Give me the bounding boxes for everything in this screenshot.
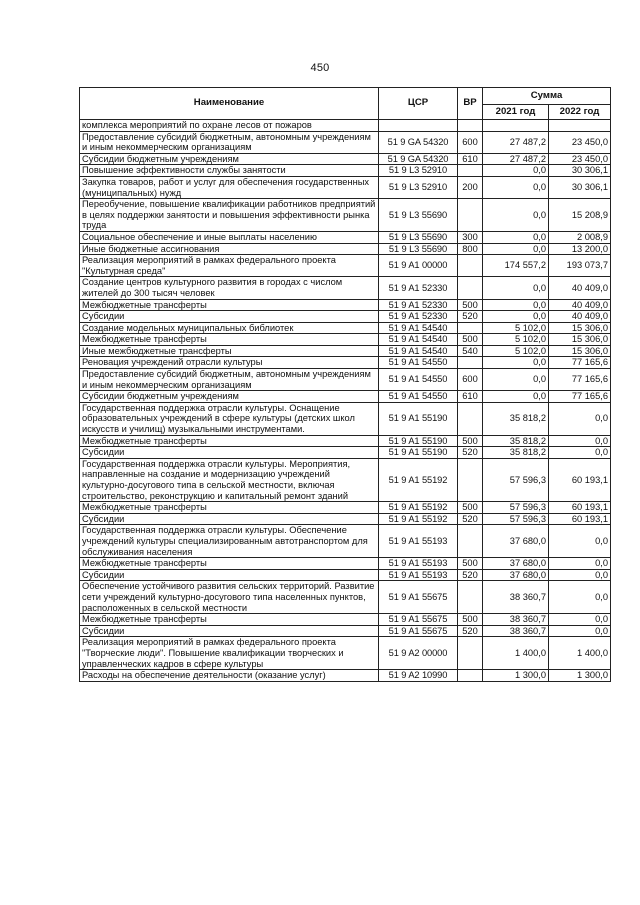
table-row — [80, 277, 611, 299]
table-row — [80, 625, 611, 637]
row-2021-cell: 37 680,0 — [483, 569, 549, 581]
row-csr-cell: 51 9 A1 55192 — [379, 513, 458, 525]
row-vr-cell: 610 — [458, 153, 483, 165]
table-row — [80, 447, 611, 459]
row-csr-cell: 51 9 GA 54320 — [379, 153, 458, 165]
row-2022-cell: 40 409,0 — [549, 311, 611, 323]
row-vr-cell — [458, 357, 483, 369]
row-name-cell: Иные бюджетные ассигнования — [80, 243, 379, 255]
table-row — [80, 637, 611, 670]
row-vr-cell: 500 — [458, 435, 483, 447]
row-2021-cell: 0,0 — [483, 357, 549, 369]
row-2022-cell: 13 200,0 — [549, 243, 611, 255]
row-vr-cell: 610 — [458, 391, 483, 403]
row-name-cell: Государственная поддержка отрасли культуры. Мероприятия, направленные на создание и модернизацию учреждений культурно-досугового типа в сельской местности, включая строительство, реконструкцию и капитальный ремонт зданий — [80, 458, 379, 501]
row-2022-cell: 0,0 — [549, 581, 611, 614]
row-2021-cell: 37 680,0 — [483, 558, 549, 570]
table-row — [80, 558, 611, 570]
row-2021-cell: 37 680,0 — [483, 525, 549, 558]
row-vr-cell: 500 — [458, 614, 483, 626]
row-csr-cell: 51 9 L3 52910 — [379, 176, 458, 198]
table-body — [80, 120, 611, 682]
table-row — [80, 299, 611, 311]
row-csr-cell: 51 9 A1 55190 — [379, 435, 458, 447]
row-2021-cell: 38 360,7 — [483, 625, 549, 637]
row-name-cell: Субсидии — [80, 311, 379, 323]
row-name-cell: Субсидии бюджетным учреждениям — [80, 153, 379, 165]
table-row — [80, 176, 611, 198]
table-row — [80, 458, 611, 501]
row-name-cell: Социальное обеспечение и иные выплаты населению — [80, 231, 379, 243]
row-2022-cell: 60 193,1 — [549, 458, 611, 501]
table-row — [80, 581, 611, 614]
row-vr-cell: 500 — [458, 299, 483, 311]
row-vr-cell — [458, 637, 483, 670]
row-name-cell: Предоставление субсидий бюджетным, автономным учреждениям и иным некоммерческим организациям — [80, 369, 379, 391]
row-2022-cell: 0,0 — [549, 435, 611, 447]
row-2022-cell — [549, 120, 611, 132]
table-row — [80, 345, 611, 357]
row-vr-cell: 520 — [458, 513, 483, 525]
row-2022-cell: 30 306,1 — [549, 165, 611, 177]
table-row — [80, 231, 611, 243]
row-2021-cell: 174 557,2 — [483, 255, 549, 277]
row-vr-cell: 200 — [458, 176, 483, 198]
row-vr-cell — [458, 581, 483, 614]
table-row — [80, 525, 611, 558]
row-name-cell: Межбюджетные трансферты — [80, 614, 379, 626]
row-name-cell: Реализация мероприятий в рамках федерального проекта "Культурная среда" — [80, 255, 379, 277]
table-row — [80, 243, 611, 255]
row-2022-cell: 193 073,7 — [549, 255, 611, 277]
row-vr-cell: 520 — [458, 569, 483, 581]
header-year-2022: 2022 год — [549, 105, 611, 120]
row-vr-cell: 540 — [458, 345, 483, 357]
row-name-cell: Предоставление субсидий бюджетным, автономным учреждениям и иным некоммерческим организациям — [80, 131, 379, 153]
row-csr-cell: 51 9 A1 55190 — [379, 402, 458, 435]
row-csr-cell: 51 9 L3 55690 — [379, 243, 458, 255]
header-sum: Сумма — [483, 88, 611, 105]
row-name-cell: Расходы на обеспечение деятельности (оказание услуг) — [80, 670, 379, 682]
row-2022-cell: 0,0 — [549, 447, 611, 459]
row-vr-cell — [458, 525, 483, 558]
row-2022-cell: 0,0 — [549, 625, 611, 637]
row-2022-cell: 77 165,6 — [549, 369, 611, 391]
row-2021-cell: 1 300,0 — [483, 670, 549, 682]
row-vr-cell: 500 — [458, 558, 483, 570]
row-2022-cell: 0,0 — [549, 569, 611, 581]
row-2021-cell: 0,0 — [483, 243, 549, 255]
row-csr-cell: 51 9 L3 52910 — [379, 165, 458, 177]
row-2022-cell: 40 409,0 — [549, 277, 611, 299]
table-row — [80, 311, 611, 323]
row-name-cell: комплекса мероприятий по охране лесов от пожаров — [80, 120, 379, 132]
row-2021-cell: 35 818,2 — [483, 402, 549, 435]
row-vr-cell: 300 — [458, 231, 483, 243]
row-2022-cell: 0,0 — [549, 614, 611, 626]
row-2021-cell: 35 818,2 — [483, 435, 549, 447]
row-csr-cell: 51 9 A1 54550 — [379, 357, 458, 369]
row-vr-cell: 600 — [458, 369, 483, 391]
row-name-cell: Повышение эффективности службы занятости — [80, 165, 379, 177]
row-csr-cell: 51 9 A2 10990 — [379, 670, 458, 682]
row-2022-cell: 0,0 — [549, 525, 611, 558]
row-2021-cell: 57 596,3 — [483, 502, 549, 514]
row-vr-cell: 520 — [458, 625, 483, 637]
table-header — [80, 88, 611, 120]
row-csr-cell: 51 9 A1 55675 — [379, 614, 458, 626]
row-2022-cell: 15 306,0 — [549, 322, 611, 334]
row-vr-cell — [458, 165, 483, 177]
row-2021-cell: 0,0 — [483, 199, 549, 232]
table-row — [80, 391, 611, 403]
table-row — [80, 334, 611, 346]
row-csr-cell: 51 9 A1 55193 — [379, 525, 458, 558]
row-csr-cell: 51 9 A1 52330 — [379, 311, 458, 323]
row-name-cell: Субсидии — [80, 447, 379, 459]
row-2021-cell: 38 360,7 — [483, 581, 549, 614]
row-2022-cell: 77 165,6 — [549, 357, 611, 369]
row-csr-cell: 51 9 A1 52330 — [379, 277, 458, 299]
row-name-cell: Создание модельных муниципальных библиотек — [80, 322, 379, 334]
row-name-cell: Межбюджетные трансферты — [80, 435, 379, 447]
table-row — [80, 131, 611, 153]
row-name-cell: Переобучение, повышение квалификации работников предприятий в целях поддержки занятости и повышения эффективности рынка труда — [80, 199, 379, 232]
row-2021-cell: 0,0 — [483, 277, 549, 299]
row-2021-cell: 5 102,0 — [483, 345, 549, 357]
table-row — [80, 120, 611, 132]
row-vr-cell: 520 — [458, 447, 483, 459]
row-name-cell: Иные межбюджетные трансферты — [80, 345, 379, 357]
row-vr-cell: 500 — [458, 502, 483, 514]
row-2021-cell: 57 596,3 — [483, 458, 549, 501]
budget-table — [79, 87, 611, 682]
row-2021-cell: 5 102,0 — [483, 322, 549, 334]
row-csr-cell: 51 9 A1 54550 — [379, 369, 458, 391]
row-2022-cell: 15 208,9 — [549, 199, 611, 232]
row-2022-cell: 77 165,6 — [549, 391, 611, 403]
row-csr-cell: 51 9 A2 00000 — [379, 637, 458, 670]
row-csr-cell: 51 9 A1 54540 — [379, 322, 458, 334]
row-name-cell: Государственная поддержка отрасли культуры. Обеспечение учреждений культуры специализированным автотранспортом для обслуживания населения — [80, 525, 379, 558]
row-2021-cell: 0,0 — [483, 165, 549, 177]
row-name-cell: Межбюджетные трансферты — [80, 334, 379, 346]
page-number: 450 — [310, 62, 330, 74]
row-csr-cell: 51 9 L3 55690 — [379, 199, 458, 232]
row-2021-cell: 0,0 — [483, 299, 549, 311]
row-csr-cell: 51 9 A1 54550 — [379, 391, 458, 403]
table-row — [80, 369, 611, 391]
row-csr-cell: 51 9 A1 00000 — [379, 255, 458, 277]
row-name-cell: Государственная поддержка отрасли культуры. Оснащение образовательных учреждений в сфере культуры (детских школ искусств и училищ) музыкальными инструментами. — [80, 402, 379, 435]
table-row — [80, 357, 611, 369]
row-csr-cell: 51 9 A1 55192 — [379, 502, 458, 514]
row-csr-cell: 51 9 A1 55190 — [379, 447, 458, 459]
row-2021-cell: 1 400,0 — [483, 637, 549, 670]
row-vr-cell — [458, 670, 483, 682]
row-2022-cell: 15 306,0 — [549, 334, 611, 346]
row-2022-cell: 60 193,1 — [549, 502, 611, 514]
row-csr-cell: 51 9 A1 54540 — [379, 334, 458, 346]
row-csr-cell: 51 9 A1 55675 — [379, 625, 458, 637]
row-csr-cell: 51 9 A1 55193 — [379, 558, 458, 570]
row-csr-cell: 51 9 GA 54320 — [379, 131, 458, 153]
row-2021-cell: 5 102,0 — [483, 334, 549, 346]
row-csr-cell: 51 9 A1 55675 — [379, 581, 458, 614]
row-csr-cell — [379, 120, 458, 132]
table-row — [80, 153, 611, 165]
row-2021-cell: 57 596,3 — [483, 513, 549, 525]
row-2022-cell: 2 008,9 — [549, 231, 611, 243]
row-2021-cell: 0,0 — [483, 369, 549, 391]
row-2021-cell: 0,0 — [483, 311, 549, 323]
row-vr-cell — [458, 277, 483, 299]
row-csr-cell: 51 9 A1 55192 — [379, 458, 458, 501]
table-row — [80, 255, 611, 277]
row-csr-cell: 51 9 A1 52330 — [379, 299, 458, 311]
row-2022-cell: 15 306,0 — [549, 345, 611, 357]
row-name-cell: Обеспечение устойчивого развития сельских территорий. Развитие сети учреждений культурно-досугового типа населенных пунктов, расположенных в сельской местности — [80, 581, 379, 614]
row-2022-cell: 0,0 — [549, 402, 611, 435]
row-2022-cell: 0,0 — [549, 558, 611, 570]
table-row — [80, 513, 611, 525]
row-vr-cell — [458, 402, 483, 435]
row-2022-cell: 30 306,1 — [549, 176, 611, 198]
row-name-cell: Межбюджетные трансферты — [80, 502, 379, 514]
row-2021-cell: 35 818,2 — [483, 447, 549, 459]
table-row — [80, 569, 611, 581]
row-name-cell: Субсидии — [80, 569, 379, 581]
row-2022-cell: 1 400,0 — [549, 637, 611, 670]
row-2022-cell: 40 409,0 — [549, 299, 611, 311]
row-2021-cell: 0,0 — [483, 391, 549, 403]
row-2021-cell: 27 487,2 — [483, 153, 549, 165]
row-2021-cell — [483, 120, 549, 132]
header-year-2021: 2021 год — [483, 105, 549, 120]
row-2022-cell: 23 450,0 — [549, 153, 611, 165]
table-row — [80, 614, 611, 626]
row-name-cell: Создание центров культурного развития в городах с числом жителей до 300 тысяч человек — [80, 277, 379, 299]
header-vr: ВР — [458, 88, 483, 120]
header-csr: ЦСР — [379, 88, 458, 120]
row-name-cell: Субсидии — [80, 513, 379, 525]
table-row — [80, 199, 611, 232]
row-2021-cell: 0,0 — [483, 176, 549, 198]
table-row — [80, 322, 611, 334]
table-row — [80, 435, 611, 447]
row-vr-cell: 600 — [458, 131, 483, 153]
row-vr-cell — [458, 120, 483, 132]
table-row — [80, 402, 611, 435]
row-csr-cell: 51 9 L3 55690 — [379, 231, 458, 243]
row-name-cell: Межбюджетные трансферты — [80, 299, 379, 311]
table-row — [80, 502, 611, 514]
row-vr-cell — [458, 255, 483, 277]
row-vr-cell — [458, 458, 483, 501]
row-csr-cell: 51 9 A1 55193 — [379, 569, 458, 581]
row-vr-cell — [458, 322, 483, 334]
row-csr-cell: 51 9 A1 54540 — [379, 345, 458, 357]
row-name-cell: Реализация мероприятий в рамках федерального проекта "Творческие люди". Повышение квалификации творческих и управленческих кадров в сфере культуры — [80, 637, 379, 670]
row-2021-cell: 0,0 — [483, 231, 549, 243]
row-2022-cell: 60 193,1 — [549, 513, 611, 525]
row-name-cell: Реновация учреждений отрасли культуры — [80, 357, 379, 369]
row-name-cell: Субсидии бюджетным учреждениям — [80, 391, 379, 403]
table-row — [80, 670, 611, 682]
row-name-cell: Межбюджетные трансферты — [80, 558, 379, 570]
header-name: Наименование — [80, 88, 379, 120]
row-vr-cell: 800 — [458, 243, 483, 255]
table-row — [80, 165, 611, 177]
row-name-cell: Субсидии — [80, 625, 379, 637]
row-vr-cell: 520 — [458, 311, 483, 323]
row-2021-cell: 38 360,7 — [483, 614, 549, 626]
row-2021-cell: 27 487,2 — [483, 131, 549, 153]
row-vr-cell — [458, 199, 483, 232]
row-2022-cell: 1 300,0 — [549, 670, 611, 682]
row-name-cell: Закупка товаров, работ и услуг для обеспечения государственных (муниципальных) нужд — [80, 176, 379, 198]
row-2022-cell: 23 450,0 — [549, 131, 611, 153]
row-vr-cell: 500 — [458, 334, 483, 346]
